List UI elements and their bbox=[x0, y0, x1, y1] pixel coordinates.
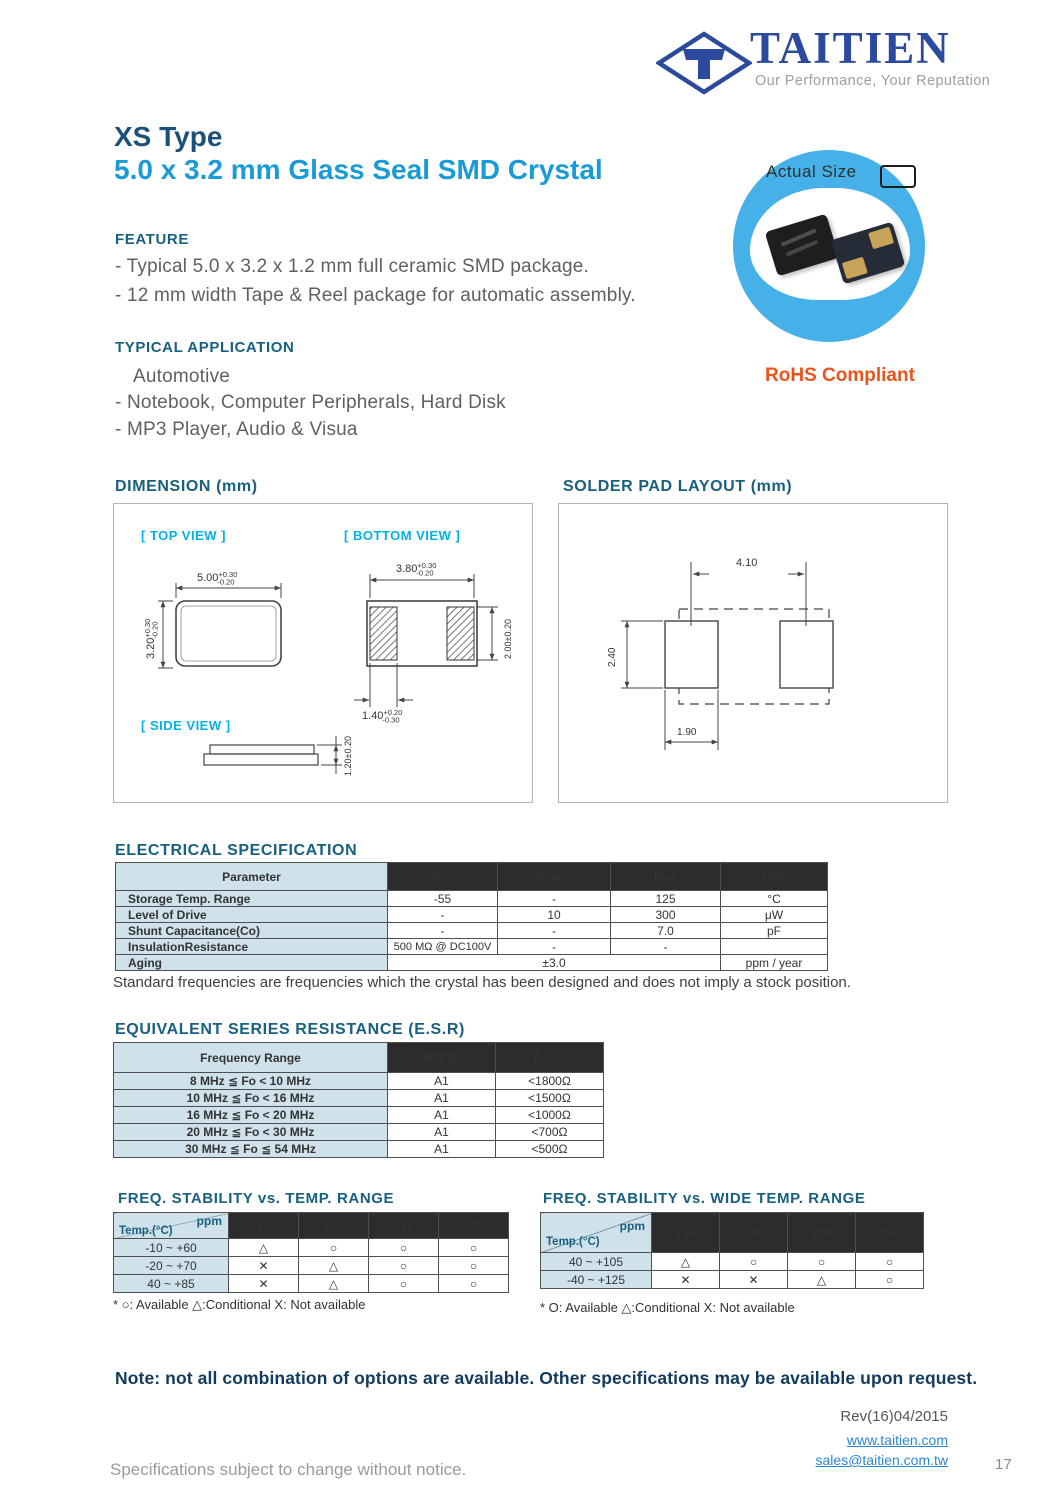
taitien-diamond-logo-icon bbox=[656, 30, 752, 96]
footer-disclaimer: Specifications subject to change without notice. bbox=[110, 1460, 467, 1479]
column-header: ±10 bbox=[299, 1213, 369, 1239]
table-row: -10 ~ +60 △ ○ ○ ○ bbox=[114, 1239, 509, 1257]
stability-temp-footnote: * ○: Available △:Conditional X: Not available bbox=[113, 1297, 366, 1312]
side-view-label: [ SIDE VIEW ] bbox=[141, 718, 231, 733]
table-row: 20 MHz ≦ Fo < 30 MHz A1 <700Ω bbox=[114, 1124, 604, 1141]
corner-temp-label: Temp.(°C) bbox=[119, 1225, 173, 1237]
table-row: 30 MHz ≦ Fo ≦ 54 MHz A1 <500Ω bbox=[114, 1141, 604, 1158]
dim-pad-height: 2.40 bbox=[607, 647, 618, 667]
stability-wide-heading: FREQ. STABILITY vs. WIDE TEMP. RANGE bbox=[543, 1190, 866, 1207]
electrical-table bbox=[115, 862, 828, 971]
top-view-label: [ TOP VIEW ] bbox=[141, 528, 226, 543]
rohs-badge: RoHS Compliant bbox=[765, 365, 915, 386]
table-row: 40 ~ +85 ✕ △ ○ ○ bbox=[114, 1275, 509, 1293]
actual-size-sample-rect bbox=[880, 165, 916, 188]
column-header: ±15 bbox=[369, 1213, 439, 1239]
dim-pad-span: $3.80^{+0.30}$ -0.20 bbox=[396, 561, 437, 578]
column-header: ±15 bbox=[652, 1213, 720, 1253]
table-row: InsulationResistance 500 MΩ @ DC100V - - bbox=[116, 939, 828, 955]
column-header: Unit bbox=[721, 863, 828, 891]
footer-revision: Rev(16)04/2015 bbox=[840, 1408, 948, 1425]
corner-ppm-label: ppm bbox=[196, 1214, 222, 1228]
dim-pad-width: $1.40^{+0.20}$ -0.30 bbox=[362, 708, 403, 725]
stability-wide-table bbox=[540, 1212, 924, 1289]
page-number: 17 bbox=[995, 1456, 1012, 1473]
bottom-view-label: [ BOTTOM VIEW ] bbox=[344, 528, 461, 543]
esr-heading: EQUIVALENT SERIES RESISTANCE (E.S.R) bbox=[115, 1021, 465, 1038]
electrical-heading: ELECTRICAL SPECIFICATION bbox=[115, 842, 358, 859]
corner-temp-label: Temp.(°C) bbox=[546, 1236, 600, 1248]
feature-item: - 12 mm width Tape & Reel package for automatic assembly. bbox=[115, 285, 636, 306]
table-row: -40 ~ +125 ✕ ✕ △ ○ bbox=[541, 1271, 924, 1289]
table-row: Level of Drive - 10 300 μW bbox=[116, 907, 828, 923]
column-header: Typical bbox=[498, 863, 611, 891]
table-row: -20 ~ +70 ✕ △ ○ ○ bbox=[114, 1257, 509, 1275]
dim-pad-height: 2.00±0.20 bbox=[503, 619, 513, 659]
column-header: E.S.R bbox=[496, 1043, 604, 1073]
crystal-gold-pad bbox=[842, 257, 868, 280]
dim-width: $5.00^{+0.30}$ -0.20 bbox=[197, 570, 238, 587]
solder-pad-heading: SOLDER PAD LAYOUT (mm) bbox=[563, 478, 793, 495]
stability-wide-footnote: * O: Available △:Conditional X: Not available bbox=[540, 1300, 795, 1315]
corner-cell bbox=[114, 1213, 229, 1239]
column-header: ±30 bbox=[788, 1213, 856, 1253]
column-header: Min. bbox=[388, 863, 498, 891]
column-header: ±50 bbox=[856, 1213, 924, 1253]
table-header-row bbox=[116, 863, 828, 891]
table-row: Shunt Capacitance(Co) - - 7.0 pF bbox=[116, 923, 828, 939]
column-header: Parameter bbox=[116, 863, 388, 891]
table-row: Aging ±3.0 ppm / year bbox=[116, 955, 828, 971]
application-item: - Notebook, Computer Peripherals, Hard Disk bbox=[115, 392, 506, 413]
corner-ppm-label: ppm bbox=[619, 1219, 645, 1233]
table-header-row bbox=[114, 1043, 604, 1073]
column-header: Frequency Range bbox=[114, 1043, 388, 1073]
dim-thickness: 1.20±0.20 bbox=[343, 736, 353, 776]
brand-tagline: Our Performance, Your Reputation bbox=[755, 73, 991, 89]
application-item: - MP3 Player, Audio & Visua bbox=[115, 419, 358, 440]
footer-website-link[interactable]: www.taitien.com bbox=[846, 1432, 948, 1448]
column-header: MODE bbox=[388, 1043, 496, 1073]
dimension-diagram bbox=[113, 503, 533, 803]
table-row: 16 MHz ≦ Fo < 20 MHz A1 <1000Ω bbox=[114, 1107, 604, 1124]
dim-pad-span: 4.10 bbox=[736, 557, 758, 569]
table-row: 10 MHz ≦ Fo < 16 MHz A1 <1500Ω bbox=[114, 1090, 604, 1107]
table-header-row bbox=[541, 1213, 924, 1253]
table-row: Storage Temp. Range -55 - 125 °C bbox=[116, 891, 828, 907]
application-item: Automotive bbox=[133, 366, 231, 387]
feature-heading: FEATURE bbox=[115, 231, 189, 248]
dim-height: $3.20^{+0.30}-0.20$ bbox=[143, 618, 160, 659]
brand-name: TAITIEN bbox=[750, 23, 951, 73]
table-header-row bbox=[114, 1213, 509, 1239]
column-header: Max bbox=[611, 863, 721, 891]
bottom-note: Note: not all combination of options are available. Other specifications may be available upon request. bbox=[115, 1368, 978, 1388]
actual-size-label: Actual Size bbox=[766, 162, 857, 181]
dimension-heading: DIMENSION (mm) bbox=[115, 478, 258, 495]
stability-temp-table bbox=[113, 1212, 509, 1293]
column-header: ±5 bbox=[229, 1213, 299, 1239]
page-title: XS Type bbox=[114, 121, 223, 152]
solder-pad-diagram bbox=[558, 503, 948, 803]
dim-pad-width: 1.90 bbox=[677, 727, 697, 738]
crystal-gold-pad bbox=[868, 227, 894, 250]
column-header: ±20 bbox=[439, 1213, 509, 1239]
esr-table bbox=[113, 1042, 604, 1158]
table-row: 40 ~ +105 △ ○ ○ ○ bbox=[541, 1253, 924, 1271]
footer-email-link[interactable]: sales@taitien.com.tw bbox=[815, 1452, 948, 1468]
page-subtitle: 5.0 x 3.2 mm Glass Seal SMD Crystal bbox=[114, 154, 603, 185]
stability-temp-heading: FREQ. STABILITY vs. TEMP. RANGE bbox=[118, 1190, 395, 1207]
column-header: ±20 bbox=[720, 1213, 788, 1253]
corner-cell bbox=[541, 1213, 652, 1253]
feature-item: - Typical 5.0 x 3.2 x 1.2 mm full ceramic SMD package. bbox=[115, 256, 590, 277]
application-heading: TYPICAL APPLICATION bbox=[115, 339, 295, 356]
electrical-footnote: Standard frequencies are frequencies which the crystal has been designed and does not imply a stock position. bbox=[113, 974, 851, 991]
table-row: 8 MHz ≦ Fo < 10 MHz A1 <1800Ω bbox=[114, 1073, 604, 1090]
